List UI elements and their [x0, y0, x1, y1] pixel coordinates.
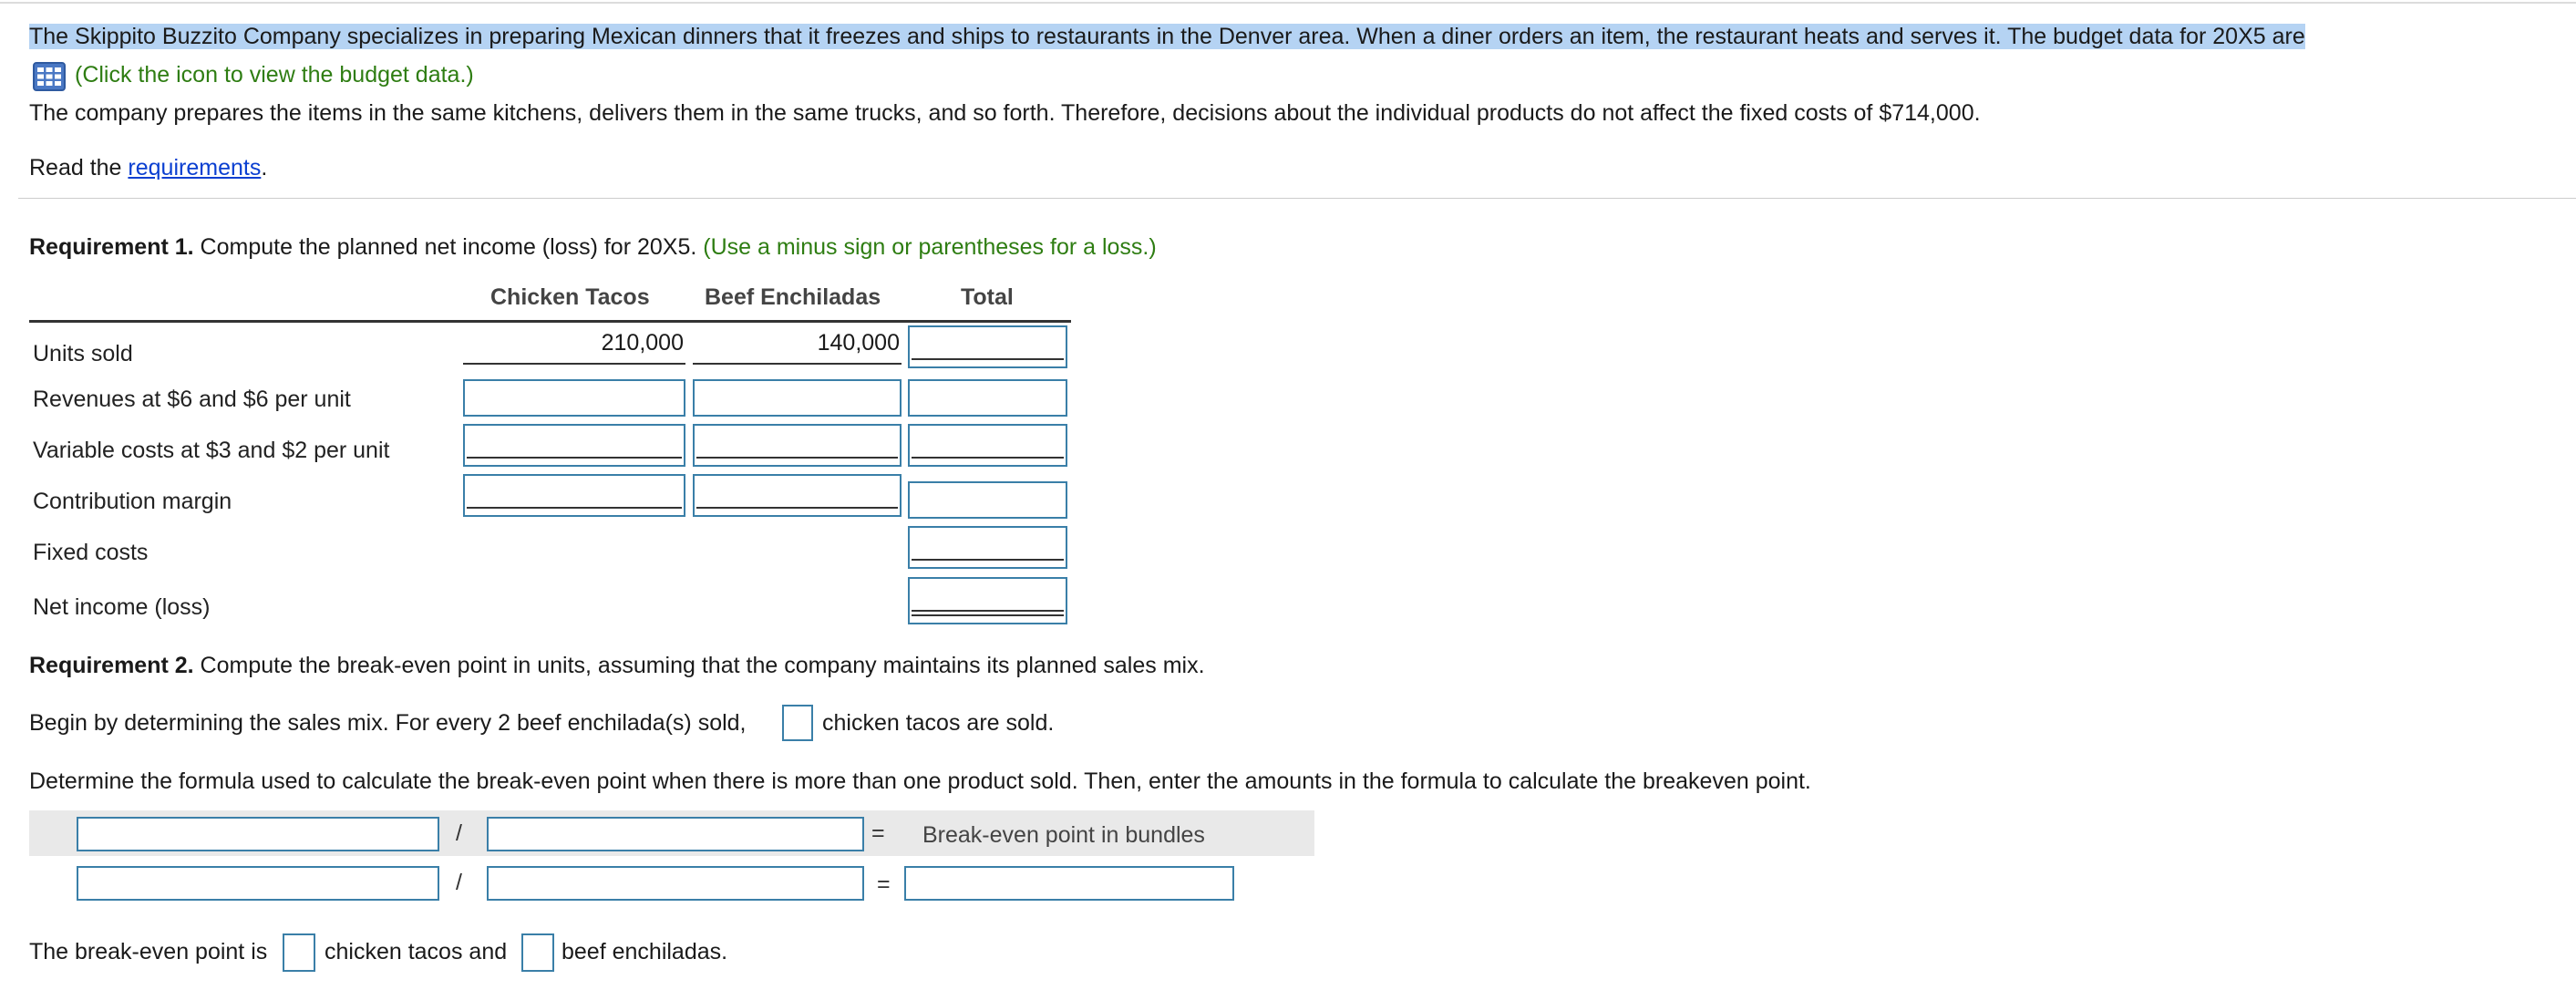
units-sold-total-cell	[908, 325, 1067, 368]
equals-sign: =	[877, 871, 891, 897]
break-even-chicken-input[interactable]	[283, 933, 315, 972]
double-underline-top	[912, 610, 1064, 612]
variable-costs-total-input[interactable]	[908, 424, 1067, 467]
variable-costs-chicken-cell	[463, 424, 685, 467]
net-income-total-input[interactable]	[908, 577, 1067, 624]
requirements-link[interactable]: requirements	[128, 155, 262, 180]
single-underline	[912, 457, 1064, 459]
sales-mix-chicken-input[interactable]	[782, 705, 813, 741]
units-sold-chicken-value: 210,000	[601, 330, 684, 356]
formula-denominator-label-select[interactable]	[487, 817, 864, 851]
column-header-beef-enchiladas: Beef Enchiladas	[705, 284, 881, 310]
single-underline	[912, 559, 1064, 561]
budget-data-icon[interactable]	[33, 62, 66, 91]
variable-costs-total-cell	[908, 424, 1067, 467]
revenues-beef-input[interactable]	[693, 379, 902, 417]
intro-highlight: The Skippito Buzzito Company specializes in preparing Mexican dinners that it freezes and ships to restaurants in the Denver area. When a diner orders an item, the restaurant heats and serves it. The budget data for 20X5 are	[29, 24, 2305, 49]
single-underline	[912, 358, 1064, 360]
fixed-costs-total-input[interactable]	[908, 526, 1067, 569]
contribution-margin-total-input[interactable]	[908, 481, 1067, 519]
contribution-margin-beef-cell	[693, 474, 902, 517]
row-label-net-income: Net income (loss)	[33, 594, 211, 620]
single-underline	[467, 457, 682, 459]
row-label-fixed-costs: Fixed costs	[33, 540, 149, 565]
single-underline	[696, 507, 898, 509]
break-even-suffix: beef enchiladas.	[562, 939, 728, 964]
single-underline	[696, 457, 898, 459]
contribution-margin-beef-input[interactable]	[693, 474, 902, 517]
sales-mix-prefix: Begin by determining the sales mix. For every 2 beef enchilada(s) sold,	[29, 710, 747, 736]
row-label-variable-costs: Variable costs at $3 and $2 per unit	[33, 438, 390, 463]
requirement-1-heading: Requirement 1. Compute the planned net income (loss) for 20X5. (Use a minus sign or parentheses for a loss.)	[29, 234, 1157, 260]
section-divider	[18, 198, 2576, 199]
equals-sign: =	[871, 820, 885, 846]
sales-mix-suffix: chicken tacos are sold.	[822, 710, 1055, 736]
row-label-contribution-margin: Contribution margin	[33, 489, 232, 514]
units-sold-chicken-underline	[463, 363, 685, 365]
budget-data-link[interactable]: (Click the icon to view the budget data.)	[75, 62, 474, 88]
row-label-revenues: Revenues at $6 and $6 per unit	[33, 387, 351, 412]
divide-sign: /	[456, 820, 462, 846]
row-label-units-sold: Units sold	[33, 341, 133, 366]
contribution-margin-chicken-cell	[463, 474, 685, 517]
variable-costs-chicken-input[interactable]	[463, 424, 685, 467]
double-underline-bottom	[912, 614, 1064, 616]
units-sold-total-input[interactable]	[908, 325, 1067, 368]
column-header-total: Total	[961, 284, 1014, 310]
table-header-rule	[29, 320, 1071, 323]
variable-costs-beef-cell	[693, 424, 902, 467]
break-even-bundles-input[interactable]	[904, 866, 1234, 901]
formula-numerator-input[interactable]	[77, 866, 439, 901]
read-requirements: Read the requirements.	[29, 155, 268, 180]
break-even-prefix: The break-even point is	[29, 939, 268, 964]
contribution-margin-chicken-input[interactable]	[463, 474, 685, 517]
break-even-beef-input[interactable]	[521, 933, 554, 972]
variable-costs-beef-input[interactable]	[693, 424, 902, 467]
revenues-chicken-input[interactable]	[463, 379, 685, 417]
break-even-bundles-label: Break-even point in bundles	[922, 822, 1205, 848]
problem-intro-line1	[29, 20, 2305, 53]
top-border	[0, 2, 2576, 4]
single-underline	[467, 507, 682, 509]
requirement-2-heading: Requirement 2. Compute the break-even point in units, assuming that the company maintains its planned sales mix.	[29, 653, 1205, 678]
break-even-mid: chicken tacos and	[325, 939, 508, 964]
column-header-chicken-tacos: Chicken Tacos	[490, 284, 650, 310]
fixed-costs-total-cell	[908, 526, 1067, 569]
net-income-total-cell	[908, 577, 1067, 624]
units-sold-beef-value: 140,000	[817, 330, 900, 356]
units-sold-beef-underline	[693, 363, 902, 365]
revenues-total-input[interactable]	[908, 379, 1067, 417]
divide-sign: /	[456, 870, 462, 895]
formula-instructions: Determine the formula used to calculate the break-even point when there is more than one product sold. Then, enter the amounts in the formula to calculate the breakeven point.	[29, 768, 1811, 794]
problem-intro-line2: The company prepares the items in the same kitchens, delivers them in the same trucks, and so forth. Therefore, decisions about the individual products do not affect the fixed costs of $714,000.	[29, 100, 1981, 126]
formula-denominator-input[interactable]	[487, 866, 864, 901]
formula-numerator-label-select[interactable]	[77, 817, 439, 851]
